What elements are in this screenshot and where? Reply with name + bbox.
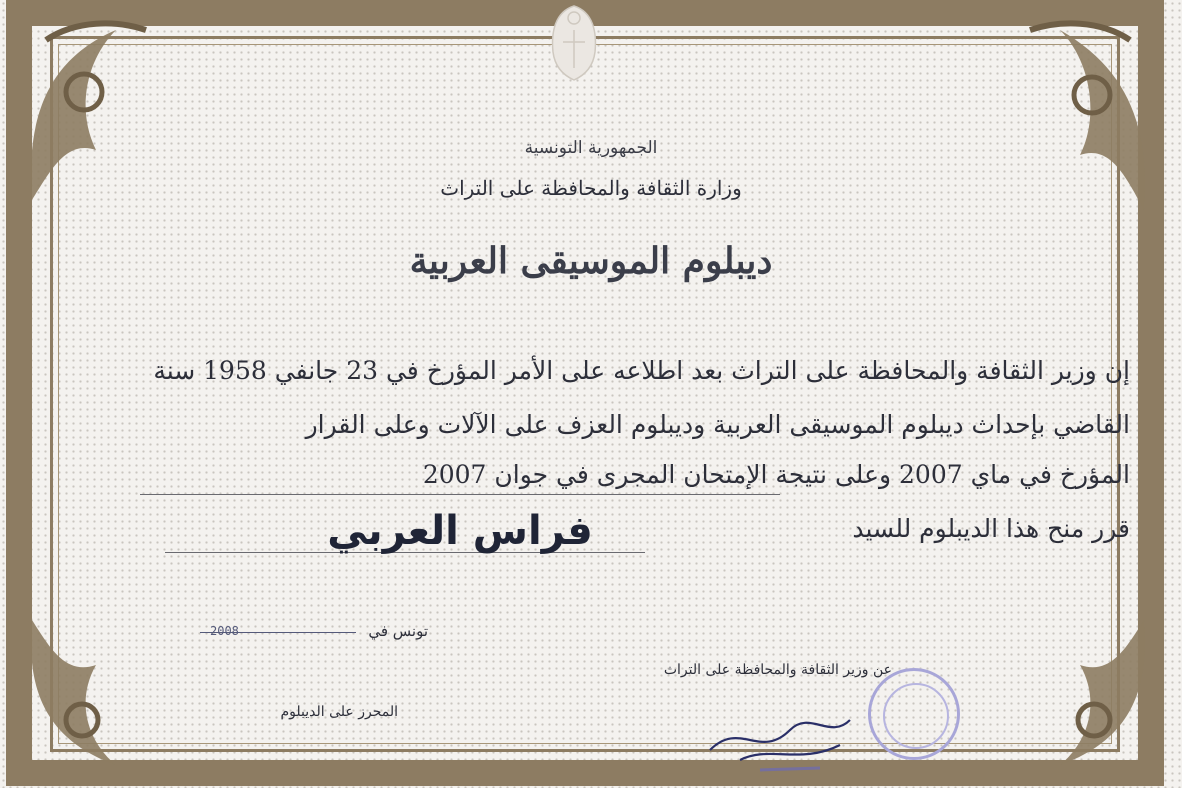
tunisia-emblem-watermark — [545, 2, 603, 82]
republic-heading: الجمهورية التونسية — [524, 138, 658, 158]
holder-signature-caption: المحرز على الديبلوم — [280, 704, 398, 720]
issue-date: 2008 — [210, 624, 239, 638]
body-line-3: المؤرخ في ماي 2007 وعلى نتيجة الإمتحان المجرى في جوان 2007 — [422, 460, 1130, 489]
body-line-4: قرر منح هذا الديبلوم للسيد — [852, 514, 1130, 543]
minister-signature-caption: عن وزير الثقافة والمحافظة على التراث — [663, 662, 892, 678]
recipient-name: فراس العربي — [327, 508, 593, 554]
body-line-1: إن وزير الثقافة والمحافظة على التراث بعد اطلاعه على الأمر المؤرخ في 23 جانفي 1958 سنة — [153, 356, 1130, 385]
corner-ornament-bottom-right — [1010, 600, 1170, 788]
minister-signature-scribble — [700, 690, 870, 780]
body-line-2: القاضي بإحداث ديبلوم الموسيقى العربية وديبلوم العزف على الآلات وعلى القرار — [305, 410, 1130, 439]
diploma-title: ديبلوم الموسيقى العربية — [409, 240, 773, 282]
official-seal-stamp — [868, 668, 960, 760]
body-line-3-underline — [140, 494, 780, 495]
issue-place-label: تونس في — [368, 622, 428, 640]
corner-ornament-bottom-left — [6, 600, 156, 788]
ministry-heading: وزارة الثقافة والمحافظة على التراث — [440, 176, 742, 200]
